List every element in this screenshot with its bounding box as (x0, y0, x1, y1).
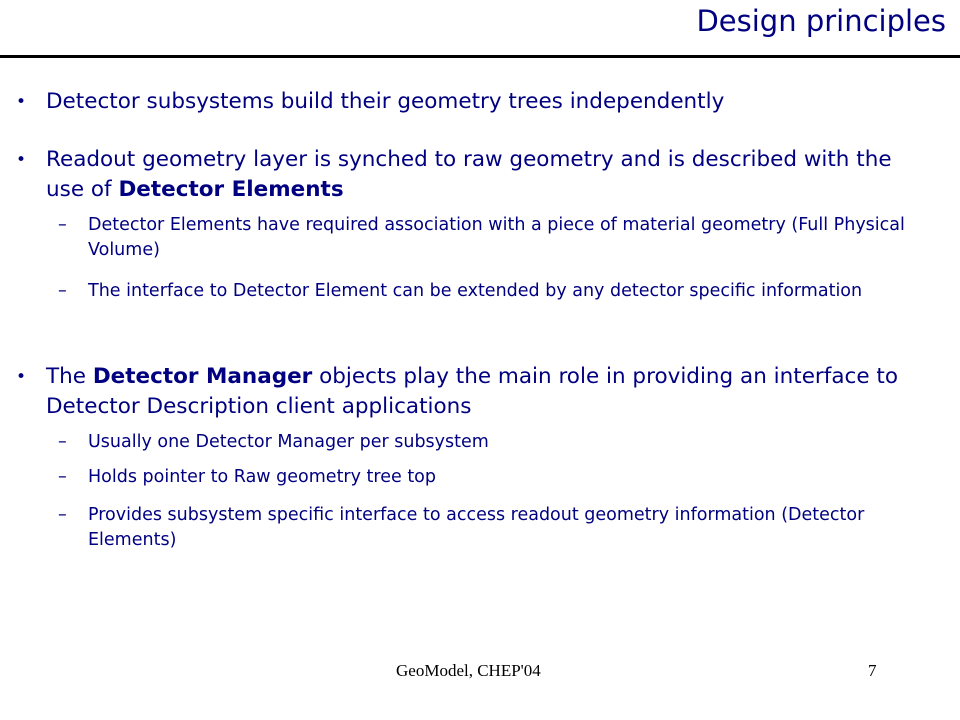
bullet-3-text-end: objects play the main role in providing an interface to Detector Description client applications (46, 364, 898, 419)
bullet-3-sub-3: Provides subsystem specific interface to access readout geometry information (Detector Elements) (88, 505, 865, 550)
bullet-1 (46, 87, 926, 117)
bullet-3-bold-term: Detector Manager (92, 364, 313, 389)
bullet-2-sub-2: The interface to Detector Element can be extended by any detector specific information (88, 281, 863, 301)
bullet-2-sub-1: Detector Elements have required association with a piece of material geometry (Full Physical Volume) (88, 215, 905, 260)
bullet-2 (46, 145, 926, 205)
bullet-dot: • (16, 150, 27, 170)
bullet-3 (46, 362, 926, 422)
bullet-2-bold-term: Detector Elements (118, 177, 344, 202)
bullet-2-text: Readout geometry layer is synched to raw geometry and is described with the use of (46, 147, 892, 202)
sub-dash: – (58, 432, 67, 452)
sub-dash: – (58, 281, 67, 301)
bullet-1-text: Detector subsystems build their geometry trees independently (46, 89, 725, 114)
sub-dash: – (58, 505, 67, 525)
sub-dash: – (58, 215, 67, 235)
bullet-3-sub-1: Usually one Detector Manager per subsystem (88, 432, 489, 452)
sub-dash: – (58, 467, 67, 487)
slide-title: Design principles (696, 4, 946, 38)
footer-text: GeoModel, CHEP'04 (396, 661, 541, 680)
title-rule (0, 55, 960, 58)
bullet-3-text-start: The (46, 364, 93, 389)
page-number: 7 (868, 661, 877, 680)
bullet-3-sub-2: Holds pointer to Raw geometry tree top (88, 467, 436, 487)
bullet-dot: • (16, 367, 27, 387)
bullet-dot: • (16, 92, 27, 112)
